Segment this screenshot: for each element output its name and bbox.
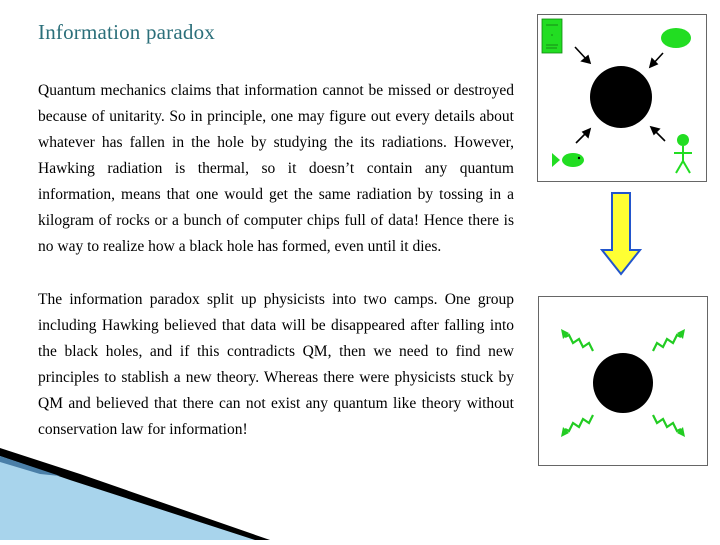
infall-figure-canvas xyxy=(538,15,706,181)
radiation-figure-canvas xyxy=(539,297,707,465)
black-hole-icon xyxy=(590,66,652,128)
down-arrow-icon xyxy=(600,192,642,281)
infall-figure xyxy=(537,14,707,182)
book-icon xyxy=(542,19,562,53)
ball-icon xyxy=(661,28,691,48)
radiation-figure xyxy=(538,296,708,466)
fish-icon xyxy=(552,153,584,167)
paragraph-unitarity: Quantum mechanics claims that information cannot be missed or destroyed because of unitarity. So in principle, one may figure out every details about whatever has fallen in the hole by studying the its radiations. However, Hawking radiation is thermal, so it doesn’t contain any quantum information, means that one would get the same radiation by tossing in a kilogram of rocks or a bunch of computer chips full of data! Hence there is no way to realize how a black hole has formed, even until it dies. xyxy=(38,82,514,255)
slide-title: Information paradox xyxy=(38,20,215,44)
decorative-swoosh xyxy=(0,448,280,545)
stick-figure-icon xyxy=(674,134,692,173)
paragraph-two-camps: The information paradox split up physicists into two camps. One group including Hawking believed that data will be disappeared after falling into the black holes, and if this contradicts QM, then we need to find new principles to stablish a new theory. Whereas there were physicists stuck by QM and believed that there can not exist any quantum like theory without conservation law for information! xyxy=(38,291,514,438)
black-hole-icon xyxy=(593,353,653,413)
